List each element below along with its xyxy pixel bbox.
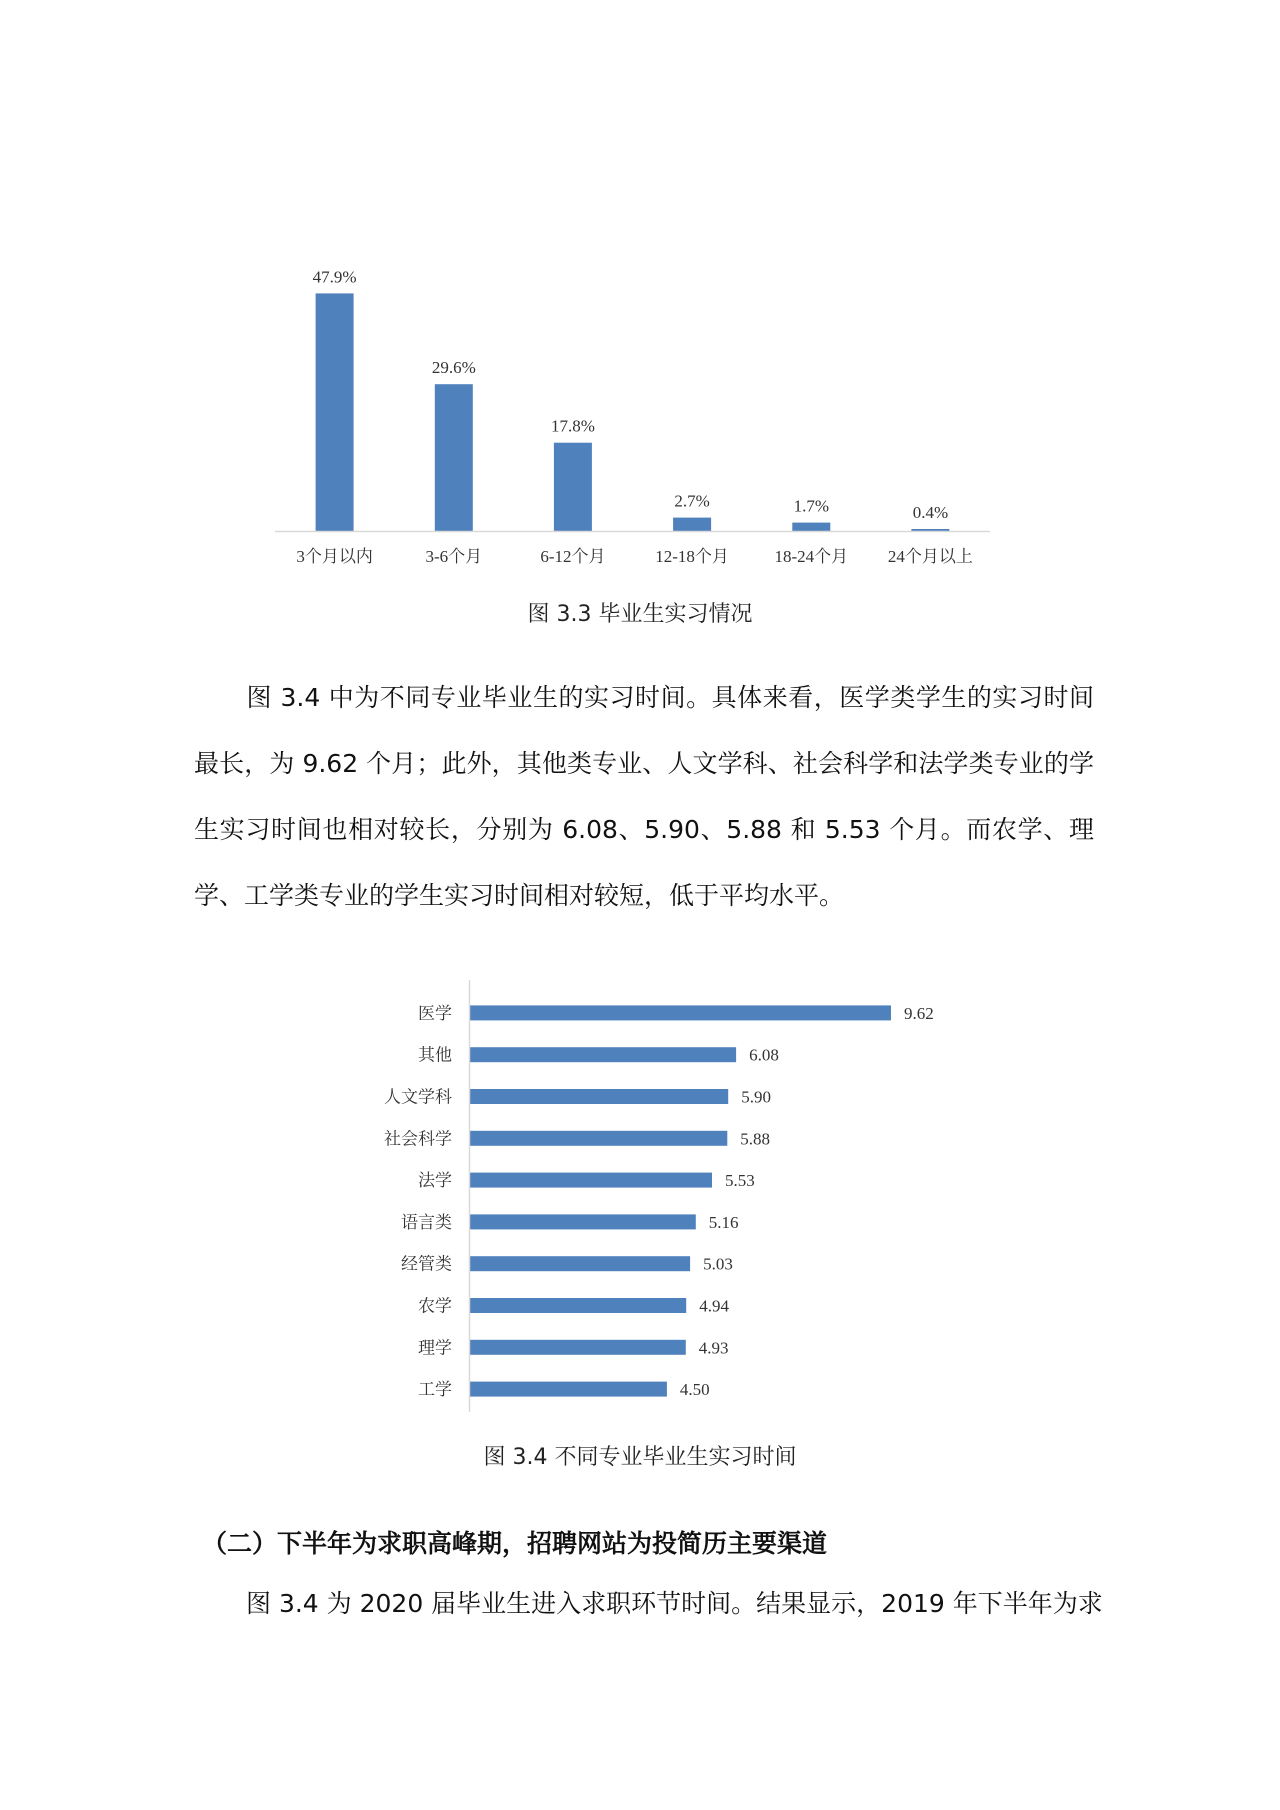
y-tick-label: 其他 [418,1045,452,1066]
bar-value-label: 29.6% [431,358,476,378]
x-tick-label: 18-24个月 [774,547,849,566]
body-paragraph-1 [194,665,1094,929]
internship-duration-bar-chart [0,0,1280,580]
bar [911,529,949,531]
y-tick-label: 理学 [418,1338,452,1359]
x-tick-label: 3个月以内 [296,547,373,566]
bar-value-label: 4.50 [679,1380,710,1400]
section-heading: （二）下半年为求职高峰期，招聘网站为投简历主要渠道 [202,1529,828,1558]
y-tick-label: 法学 [418,1171,452,1192]
y-tick-label: 工学 [418,1380,452,1401]
bar-value-label: 47.9% [312,267,357,287]
x-tick-label: 6-12个月 [540,547,606,566]
bar-value-label: 0.4% [912,503,949,522]
y-tick-label: 语言类 [401,1212,452,1233]
bar [470,1005,891,1020]
bar [470,1131,727,1146]
bar-value-label: 9.62 [904,1003,934,1023]
figure-3-3-caption: 图 3.3 毕业生实习情况 [527,602,753,627]
bar [470,1298,686,1313]
body-paragraph-1-text: 图 3.4 中为不同专业毕业生的实习时间。具体来看，医学类学生的实习时间最长，为 9.62 个月；此外，其他类专业、人文学科、社会科学和法学类专业的学生实习时间也相对较长，分别为 6.08、5.90、5.88 和 5.53 个月。而农学、理学、工学类专业的学生实习时间相对较短，低于平均水平。 [194,683,1094,910]
x-tick-label: 24个月以上 [887,547,973,566]
bar [435,384,473,531]
bar [470,1047,736,1062]
y-tick-label: 医学 [418,1003,452,1024]
y-tick-label: 人文学科 [384,1087,452,1108]
body-paragraph-2: 图 3.4 为 2020 届毕业生进入求职环节时间。结果显示，2019 年下半年为求 [246,1589,1103,1618]
bar-value-label: 4.93 [698,1338,729,1358]
y-tick-label: 农学 [418,1296,452,1317]
bar-value-label: 1.7% [793,496,830,516]
major-internship-time-bar-chart [0,980,1280,1420]
bar-value-label: 5.88 [740,1129,771,1149]
bar [316,293,354,531]
bar [792,523,830,531]
bar-value-label: 5.16 [708,1212,739,1232]
bar-value-label: 17.8% [550,416,595,436]
bar [470,1089,728,1104]
bar-value-label: 5.90 [741,1087,771,1107]
bar [554,443,592,531]
y-tick-label: 社会科学 [384,1129,452,1150]
x-tick-label: 3-6个月 [425,547,483,566]
figure-3-4-caption: 图 3.4 不同专业毕业生实习时间 [483,1445,797,1470]
bar [470,1214,696,1229]
bar-value-label: 6.08 [749,1045,779,1065]
bar [470,1340,686,1355]
bar-value-label: 2.7% [674,491,710,511]
bar-value-label: 5.03 [703,1254,733,1274]
bar [470,1256,690,1271]
bar-value-label: 4.94 [699,1296,729,1316]
y-tick-label: 经管类 [401,1254,452,1275]
bar [470,1173,712,1188]
bar [470,1382,667,1397]
x-tick-label: 12-18个月 [655,547,729,566]
bar-value-label: 5.53 [725,1171,755,1191]
bar [673,518,711,531]
